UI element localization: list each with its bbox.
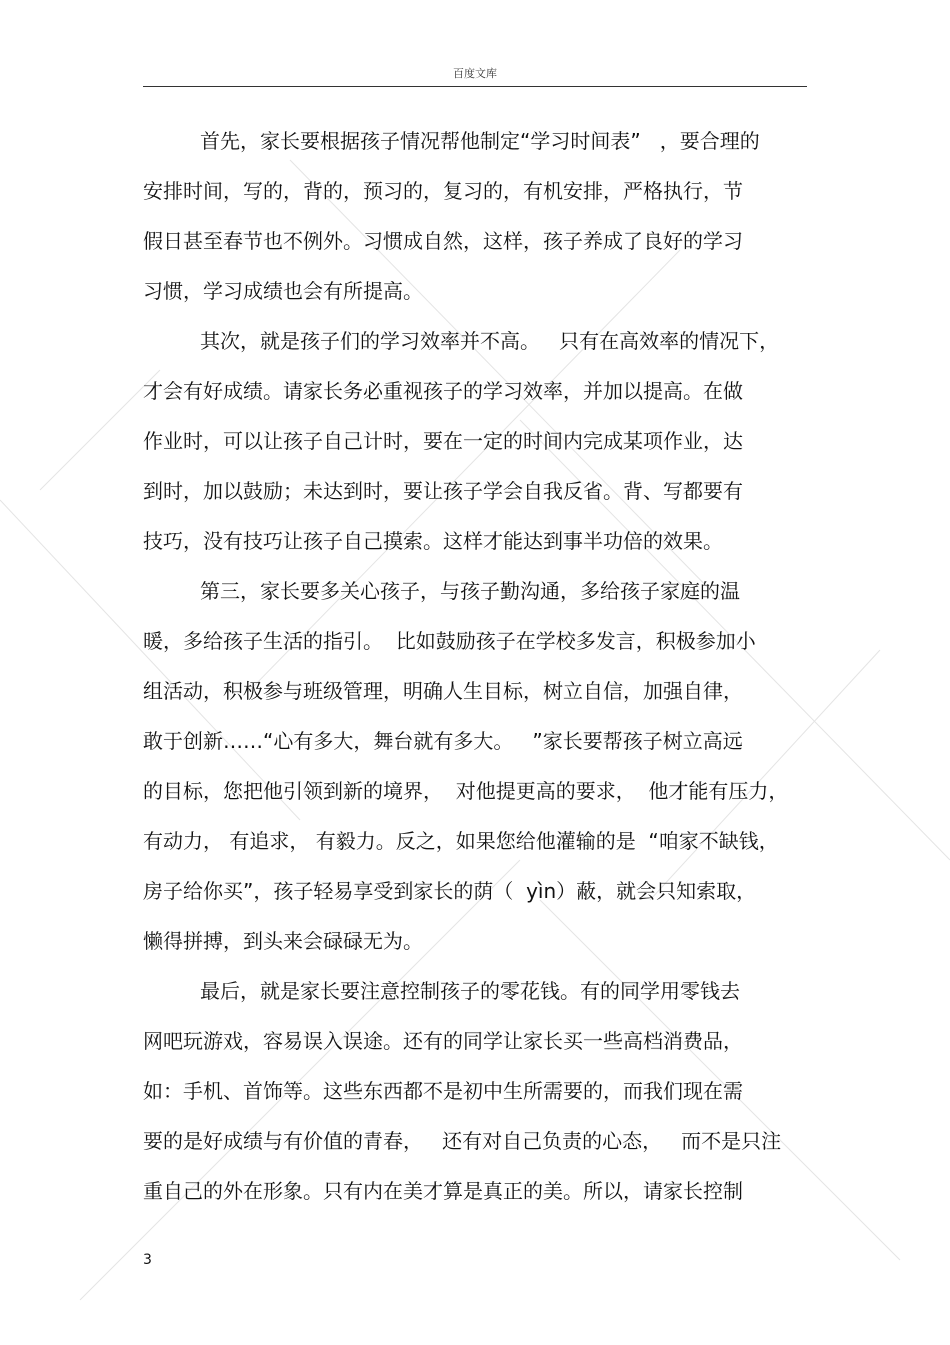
paragraph-line: 安排时间，写的，背的，预习的，复习的，有机安排，严格执行，节 [143, 179, 743, 203]
paragraph-line: 的目标，您把他引领到新的境界， 对他提更高的要求， 他才能有压力， [143, 779, 789, 803]
paragraph-line: 敢于创新……“心有多大，舞台就有多大。 ”家长要帮孩子树立高远 [143, 729, 743, 753]
page-number: 3 [143, 1252, 152, 1268]
paragraph-line: 其次，就是孩子们的学习效率并不高。 只有在高效率的情况下， [200, 329, 780, 353]
paragraph-line: 组活动，积极参与班级管理，明确人生目标，树立自信，加强自律， [143, 679, 743, 703]
paragraph-line: 习惯，学习成绩也会有所提高。 [143, 279, 423, 303]
paragraph-line: 要的是好成绩与有价值的青春， 还有对自己负责的心态， 而不是只注 [143, 1129, 782, 1153]
paragraph-line: 技巧，没有技巧让孩子自己摸索。这样才能达到事半功倍的效果。 [143, 529, 723, 553]
paragraph-line: 才会有好成绩。请家长务必重视孩子的学习效率，并加以提高。在做 [143, 379, 743, 403]
paragraph-line: 暖，多给孩子生活的指引。 比如鼓励孩子在学校多发言，积极参加小 [143, 629, 756, 653]
paragraph-line: 有动力， 有追求， 有毅力。反之，如果您给他灌输的是 “咱家不缺钱， [143, 829, 779, 853]
paragraph-line: 作业时，可以让孩子自己计时，要在一定的时间内完成某项作业，达 [143, 429, 743, 453]
paragraph-line: 到时，加以鼓励；未达到时，要让孩子学会自我反省。背、写都要有 [143, 479, 743, 503]
page-header [143, 62, 807, 87]
header-title: 百度文库 [453, 67, 497, 80]
paragraph-line: 重自己的外在形象。只有内在美才算是真正的美。所以，请家长控制 [143, 1179, 743, 1203]
paragraph-line: 最后，就是家长要注意控制孩子的零花钱。有的同学用零钱去 [200, 979, 740, 1003]
paragraph-line: 假日甚至春节也不例外。习惯成自然，这样，孩子养成了良好的学习 [143, 229, 743, 253]
paragraph-line: 懒得拼搏，到头来会碌碌无为。 [143, 929, 423, 953]
paragraph-line: 首先，家长要根据孩子情况帮他制定“学习时间表” ，要合理的 [200, 129, 760, 153]
paragraph-line: 网吧玩游戏，容易误入误途。还有的同学让家长买一些高档消费品， [143, 1029, 743, 1053]
paragraph-line: 如：手机、首饰等。这些东西都不是初中生所需要的，而我们现在需 [143, 1079, 743, 1103]
paragraph-line: 第三，家长要多关心孩子，与孩子勤沟通，多给孩子家庭的温 [200, 579, 740, 603]
paragraph-line: 房子给你买”，孩子轻易享受到家长的荫（ yìn）蔽，就会只知索取， [143, 879, 757, 903]
